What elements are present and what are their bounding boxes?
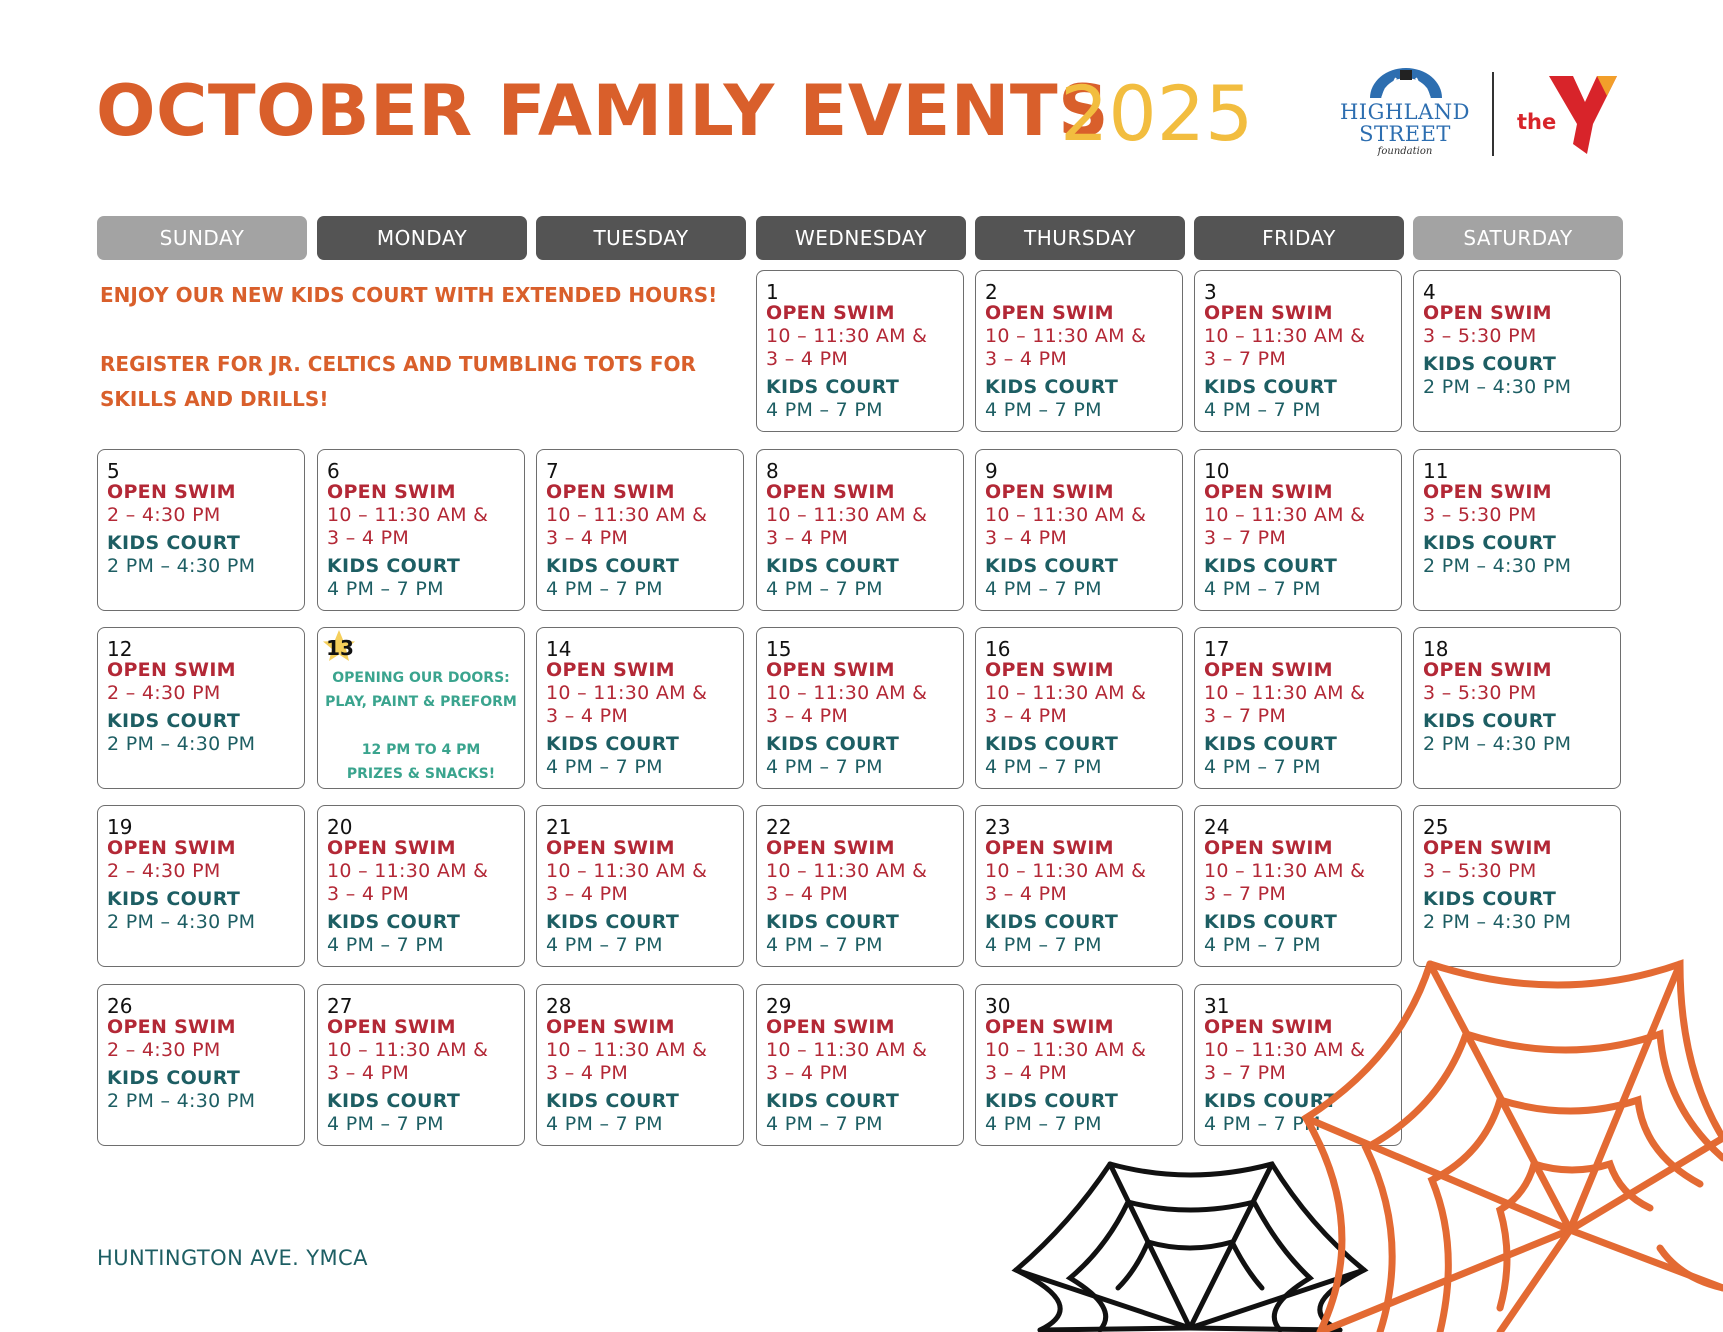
kids-court-label: KIDS COURT (546, 911, 680, 933)
intro-line-1: ENJOY OUR NEW KIDS COURT WITH EXTENDED HOURS! (100, 283, 718, 307)
kids-court-time: 2 PM – 4:30 PM (1423, 733, 1572, 755)
open-swim-label: OPEN SWIM (766, 1016, 895, 1038)
day-events (327, 837, 520, 957)
open-swim-time: 10 – 11:30 AM & (766, 1039, 928, 1061)
calendar-day-4 (1413, 270, 1621, 432)
day-events (766, 481, 959, 601)
day-number: 30 (985, 994, 1011, 1018)
calendar-day-21 (536, 805, 744, 967)
ymca-logo-text: the (1517, 110, 1557, 134)
highland-line2: STREET (1359, 122, 1451, 146)
open-swim-label: OPEN SWIM (985, 481, 1114, 503)
open-swim-label: OPEN SWIM (1204, 1016, 1333, 1038)
day-number: 14 (546, 637, 572, 661)
open-swim-label: OPEN SWIM (1204, 481, 1333, 503)
open-swim-time-2: 3 – 4 PM (327, 1062, 410, 1084)
open-swim-time: 10 – 11:30 AM & (546, 1039, 708, 1061)
kids-court-label: KIDS COURT (107, 888, 241, 910)
open-swim-time: 2 – 4:30 PM (107, 504, 221, 526)
spider-web-orange (1300, 958, 1723, 1332)
calendar-day-30 (975, 984, 1183, 1146)
day-events (985, 1016, 1178, 1136)
open-swim-time-2: 3 – 4 PM (327, 527, 410, 549)
open-swim-time: 10 – 11:30 AM & (1204, 504, 1366, 526)
kids-court-time: 4 PM – 7 PM (985, 756, 1102, 778)
day-number: 29 (766, 994, 792, 1018)
open-swim-time-2: 3 – 4 PM (766, 527, 849, 549)
special-line-1: OPENING OUR DOORS: (332, 670, 510, 686)
day-number: 11 (1423, 459, 1449, 483)
open-swim-label: OPEN SWIM (327, 481, 456, 503)
special-line-2: PLAY, PAINT & PREFORM (325, 694, 517, 710)
open-swim-time: 10 – 11:30 AM & (985, 325, 1147, 347)
calendar-day-7 (536, 449, 744, 611)
day-events (546, 481, 739, 601)
open-swim-time: 10 – 11:30 AM & (1204, 1039, 1366, 1061)
day-number: 15 (766, 637, 792, 661)
open-swim-time: 10 – 11:30 AM & (546, 860, 708, 882)
open-swim-time-2: 3 – 4 PM (546, 1062, 629, 1084)
open-swim-label: OPEN SWIM (766, 659, 895, 681)
ymca-y-icon (1547, 74, 1619, 156)
day-events (985, 302, 1178, 422)
weekday-header-thursday: THURSDAY (975, 216, 1185, 260)
open-swim-time-2: 3 – 7 PM (1204, 527, 1287, 549)
open-swim-label: OPEN SWIM (107, 659, 236, 681)
open-swim-time: 10 – 11:30 AM & (766, 325, 928, 347)
day-events (107, 1016, 300, 1113)
kids-court-label: KIDS COURT (1423, 888, 1557, 910)
open-swim-time: 10 – 11:30 AM & (766, 860, 928, 882)
calendar-day-11 (1413, 449, 1621, 611)
calendar-day-29 (756, 984, 964, 1146)
kids-court-label: KIDS COURT (327, 911, 461, 933)
open-swim-label: OPEN SWIM (327, 1016, 456, 1038)
day-number: 4 (1423, 280, 1436, 304)
open-swim-time: 3 – 5:30 PM (1423, 860, 1537, 882)
open-swim-label: OPEN SWIM (766, 481, 895, 503)
open-swim-time-2: 3 – 7 PM (1204, 1062, 1287, 1084)
open-swim-label: OPEN SWIM (327, 837, 456, 859)
kids-court-label: KIDS COURT (107, 532, 241, 554)
ymca-logo (1515, 74, 1620, 164)
day-number: 23 (985, 815, 1011, 839)
day-events (766, 1016, 959, 1136)
open-swim-label: OPEN SWIM (546, 837, 675, 859)
day-events (1423, 837, 1616, 934)
special-line-4: PRIZES & SNACKS! (346, 766, 496, 782)
open-swim-label: OPEN SWIM (546, 481, 675, 503)
open-swim-label: OPEN SWIM (1423, 481, 1552, 503)
day-number: 19 (107, 815, 133, 839)
kids-court-label: KIDS COURT (1204, 376, 1338, 398)
open-swim-label: OPEN SWIM (1423, 837, 1552, 859)
day-events (1204, 302, 1397, 422)
page-year: 2025 (1060, 69, 1254, 158)
highland-street-logo (1330, 66, 1480, 162)
highland-line1: HIGHLAND (1339, 100, 1471, 124)
day-events (546, 1016, 739, 1136)
kids-court-label: KIDS COURT (985, 733, 1119, 755)
open-swim-time-2: 3 – 4 PM (766, 705, 849, 727)
kids-court-label: KIDS COURT (546, 733, 680, 755)
day-number: 18 (1423, 637, 1449, 661)
open-swim-label: OPEN SWIM (107, 1016, 236, 1038)
calendar-day-12 (97, 627, 305, 789)
calendar-day-19 (97, 805, 305, 967)
calendar-day-17 (1194, 627, 1402, 789)
day-number: 31 (1204, 994, 1230, 1018)
open-swim-time-2: 3 – 4 PM (766, 348, 849, 370)
day-number: 28 (546, 994, 572, 1018)
day-events (1204, 837, 1397, 957)
kids-court-time: 4 PM – 7 PM (1204, 578, 1321, 600)
day-number: 16 (985, 637, 1011, 661)
open-swim-time: 10 – 11:30 AM & (546, 682, 708, 704)
kids-court-label: KIDS COURT (1423, 532, 1557, 554)
kids-court-time: 4 PM – 7 PM (985, 578, 1102, 600)
day-number: 1 (766, 280, 779, 304)
open-swim-time: 3 – 5:30 PM (1423, 504, 1537, 526)
day-events (1204, 659, 1397, 779)
open-swim-time: 2 – 4:30 PM (107, 1039, 221, 1061)
open-swim-label: OPEN SWIM (546, 1016, 675, 1038)
calendar-day-15 (756, 627, 964, 789)
kids-court-label: KIDS COURT (546, 1090, 680, 1112)
kids-court-time: 4 PM – 7 PM (546, 756, 663, 778)
calendar-day-5 (97, 449, 305, 611)
kids-court-time: 4 PM – 7 PM (766, 578, 883, 600)
kids-court-time: 4 PM – 7 PM (766, 934, 883, 956)
kids-court-time: 4 PM – 7 PM (985, 1113, 1102, 1135)
weekday-header-wednesday: WEDNESDAY (756, 216, 966, 260)
kids-court-time: 4 PM – 7 PM (327, 934, 444, 956)
calendar-day-25 (1413, 805, 1621, 967)
kids-court-label: KIDS COURT (546, 555, 680, 577)
kids-court-label: KIDS COURT (766, 555, 900, 577)
open-swim-label: OPEN SWIM (107, 481, 236, 503)
open-swim-time: 10 – 11:30 AM & (985, 1039, 1147, 1061)
calendar-day-18 (1413, 627, 1621, 789)
day-number: 22 (766, 815, 792, 839)
day-events (107, 659, 300, 756)
day-number: 8 (766, 459, 779, 483)
open-swim-time: 10 – 11:30 AM & (1204, 860, 1366, 882)
day-events (766, 659, 959, 779)
highland-line3: foundation (1377, 146, 1433, 157)
weekday-header-tuesday: TUESDAY (536, 216, 746, 260)
open-swim-time: 10 – 11:30 AM & (985, 682, 1147, 704)
open-swim-time: 3 – 5:30 PM (1423, 325, 1537, 347)
day-number: 17 (1204, 637, 1230, 661)
day-events (985, 659, 1178, 779)
footer-location: HUNTINGTON AVE. YMCA (97, 1246, 368, 1270)
open-swim-label: OPEN SWIM (985, 837, 1114, 859)
day-events (1423, 302, 1616, 399)
kids-court-label: KIDS COURT (985, 911, 1119, 933)
kids-court-time: 4 PM – 7 PM (766, 756, 883, 778)
open-swim-label: OPEN SWIM (985, 302, 1114, 324)
open-swim-time: 10 – 11:30 AM & (327, 860, 489, 882)
day-number: 27 (327, 994, 353, 1018)
kids-court-label: KIDS COURT (327, 555, 461, 577)
day-events (327, 1016, 520, 1136)
open-swim-time-2: 3 – 4 PM (766, 1062, 849, 1084)
day-events (546, 837, 739, 957)
open-swim-time-2: 3 – 7 PM (1204, 705, 1287, 727)
day-events (766, 302, 959, 422)
kids-court-label: KIDS COURT (766, 733, 900, 755)
page-title: OCTOBER FAMILY EVENTS (96, 70, 1110, 152)
kids-court-label: KIDS COURT (1423, 353, 1557, 375)
day-events (766, 837, 959, 957)
logo-divider (1492, 72, 1494, 156)
intro-notes (100, 278, 720, 451)
kids-court-label: KIDS COURT (327, 1090, 461, 1112)
calendar-day-14 (536, 627, 744, 789)
kids-court-label: KIDS COURT (1423, 710, 1557, 732)
calendar-day-8 (756, 449, 964, 611)
open-swim-label: OPEN SWIM (1204, 302, 1333, 324)
open-swim-time: 10 – 11:30 AM & (985, 860, 1147, 882)
weekday-header-monday: MONDAY (317, 216, 527, 260)
open-swim-label: OPEN SWIM (985, 1016, 1114, 1038)
kids-court-label: KIDS COURT (985, 555, 1119, 577)
open-swim-label: OPEN SWIM (1204, 659, 1333, 681)
day-events (107, 481, 300, 578)
kids-court-label: KIDS COURT (1204, 1090, 1338, 1112)
kids-court-label: KIDS COURT (1204, 555, 1338, 577)
open-swim-label: OPEN SWIM (1423, 659, 1552, 681)
open-swim-time: 2 – 4:30 PM (107, 860, 221, 882)
open-swim-time-2: 3 – 7 PM (1204, 883, 1287, 905)
day-events (546, 659, 739, 779)
open-swim-time: 10 – 11:30 AM & (985, 504, 1147, 526)
kids-court-time: 4 PM – 7 PM (766, 1113, 883, 1135)
calendar-day-1 (756, 270, 964, 432)
calendar-day-16 (975, 627, 1183, 789)
open-swim-time-2: 3 – 4 PM (766, 883, 849, 905)
day-number: 25 (1423, 815, 1449, 839)
kids-court-label: KIDS COURT (766, 376, 900, 398)
open-swim-label: OPEN SWIM (985, 659, 1114, 681)
intro-line-2: REGISTER FOR JR. CELTICS AND TUMBLING TOTS FOR SKILLS AND DRILLS! (100, 352, 696, 411)
kids-court-time: 4 PM – 7 PM (546, 578, 663, 600)
calendar-day-22 (756, 805, 964, 967)
weekday-header-friday: FRIDAY (1194, 216, 1404, 260)
kids-court-time: 2 PM – 4:30 PM (107, 733, 256, 755)
kids-court-label: KIDS COURT (985, 376, 1119, 398)
day-events (985, 837, 1178, 957)
kids-court-time: 4 PM – 7 PM (1204, 1113, 1321, 1135)
kids-court-time: 2 PM – 4:30 PM (107, 555, 256, 577)
kids-court-time: 4 PM – 7 PM (985, 934, 1102, 956)
open-swim-time-2: 3 – 4 PM (546, 883, 629, 905)
day-number: 26 (107, 994, 133, 1018)
weekday-header-saturday: SATURDAY (1413, 216, 1623, 260)
day-number: 6 (327, 459, 340, 483)
open-swim-time-2: 3 – 4 PM (327, 883, 410, 905)
kids-court-time: 4 PM – 7 PM (1204, 934, 1321, 956)
calendar-day-2 (975, 270, 1183, 432)
kids-court-time: 4 PM – 7 PM (546, 934, 663, 956)
kids-court-time: 4 PM – 7 PM (546, 1113, 663, 1135)
open-swim-time-2: 3 – 4 PM (985, 705, 1068, 727)
day-number: 12 (107, 637, 133, 661)
calendar-day-28 (536, 984, 744, 1146)
kids-court-time: 2 PM – 4:30 PM (1423, 555, 1572, 577)
special-line-3: 12 PM TO 4 PM (361, 742, 481, 758)
day-events (1423, 659, 1616, 756)
open-swim-time: 10 – 11:30 AM & (1204, 682, 1366, 704)
highland-arch-icon (1366, 66, 1446, 100)
open-swim-time-2: 3 – 4 PM (985, 348, 1068, 370)
open-swim-time: 3 – 5:30 PM (1423, 682, 1537, 704)
weekday-header-sunday: SUNDAY (97, 216, 307, 260)
special-event (324, 666, 518, 786)
calendar-day-26 (97, 984, 305, 1146)
kids-court-time: 4 PM – 7 PM (1204, 399, 1321, 421)
kids-court-label: KIDS COURT (766, 911, 900, 933)
kids-court-time: 2 PM – 4:30 PM (107, 1090, 256, 1112)
open-swim-time: 2 – 4:30 PM (107, 682, 221, 704)
open-swim-time: 10 – 11:30 AM & (1204, 325, 1366, 347)
open-swim-time-2: 3 – 4 PM (546, 527, 629, 549)
kids-court-time: 4 PM – 7 PM (766, 399, 883, 421)
open-swim-label: OPEN SWIM (766, 302, 895, 324)
day-number: 9 (985, 459, 998, 483)
kids-court-label: KIDS COURT (1204, 911, 1338, 933)
open-swim-time-2: 3 – 7 PM (1204, 348, 1287, 370)
open-swim-time-2: 3 – 4 PM (985, 527, 1068, 549)
open-swim-time: 10 – 11:30 AM & (327, 504, 489, 526)
kids-court-time: 4 PM – 7 PM (1204, 756, 1321, 778)
kids-court-label: KIDS COURT (985, 1090, 1119, 1112)
calendar-day-13 (317, 627, 525, 789)
day-number: 21 (546, 815, 572, 839)
day-events (327, 481, 520, 601)
day-events (107, 837, 300, 934)
calendar-day-9 (975, 449, 1183, 611)
kids-court-time: 2 PM – 4:30 PM (107, 911, 256, 933)
open-swim-label: OPEN SWIM (546, 659, 675, 681)
day-events (1423, 481, 1616, 578)
kids-court-label: KIDS COURT (107, 1067, 241, 1089)
day-events (985, 481, 1178, 601)
calendar-day-10 (1194, 449, 1402, 611)
kids-court-time: 4 PM – 7 PM (985, 399, 1102, 421)
day-number: 13 (326, 636, 354, 660)
kids-court-time: 4 PM – 7 PM (327, 578, 444, 600)
open-swim-time-2: 3 – 4 PM (985, 1062, 1068, 1084)
open-swim-time: 10 – 11:30 AM & (546, 504, 708, 526)
open-swim-time: 10 – 11:30 AM & (766, 682, 928, 704)
day-events (1204, 481, 1397, 601)
open-swim-time-2: 3 – 4 PM (985, 883, 1068, 905)
kids-court-label: KIDS COURT (1204, 733, 1338, 755)
open-swim-label: OPEN SWIM (107, 837, 236, 859)
open-swim-label: OPEN SWIM (1423, 302, 1552, 324)
day-number: 20 (327, 815, 353, 839)
day-number: 5 (107, 459, 120, 483)
kids-court-time: 2 PM – 4:30 PM (1423, 911, 1572, 933)
calendar-day-20 (317, 805, 525, 967)
day-number: 24 (1204, 815, 1230, 839)
open-swim-label: OPEN SWIM (1204, 837, 1333, 859)
kids-court-label: KIDS COURT (107, 710, 241, 732)
day-number: 3 (1204, 280, 1217, 304)
open-swim-time-2: 3 – 4 PM (546, 705, 629, 727)
kids-court-label: KIDS COURT (766, 1090, 900, 1112)
open-swim-time: 10 – 11:30 AM & (327, 1039, 489, 1061)
kids-court-time: 2 PM – 4:30 PM (1423, 376, 1572, 398)
calendar-day-6 (317, 449, 525, 611)
calendar-day-27 (317, 984, 525, 1146)
calendar-day-24 (1194, 805, 1402, 967)
day-number: 7 (546, 459, 559, 483)
calendar-day-23 (975, 805, 1183, 967)
day-number: 10 (1204, 459, 1230, 483)
open-swim-label: OPEN SWIM (766, 837, 895, 859)
kids-court-time: 4 PM – 7 PM (327, 1113, 444, 1135)
day-number: 2 (985, 280, 998, 304)
open-swim-time: 10 – 11:30 AM & (766, 504, 928, 526)
calendar-day-3 (1194, 270, 1402, 432)
